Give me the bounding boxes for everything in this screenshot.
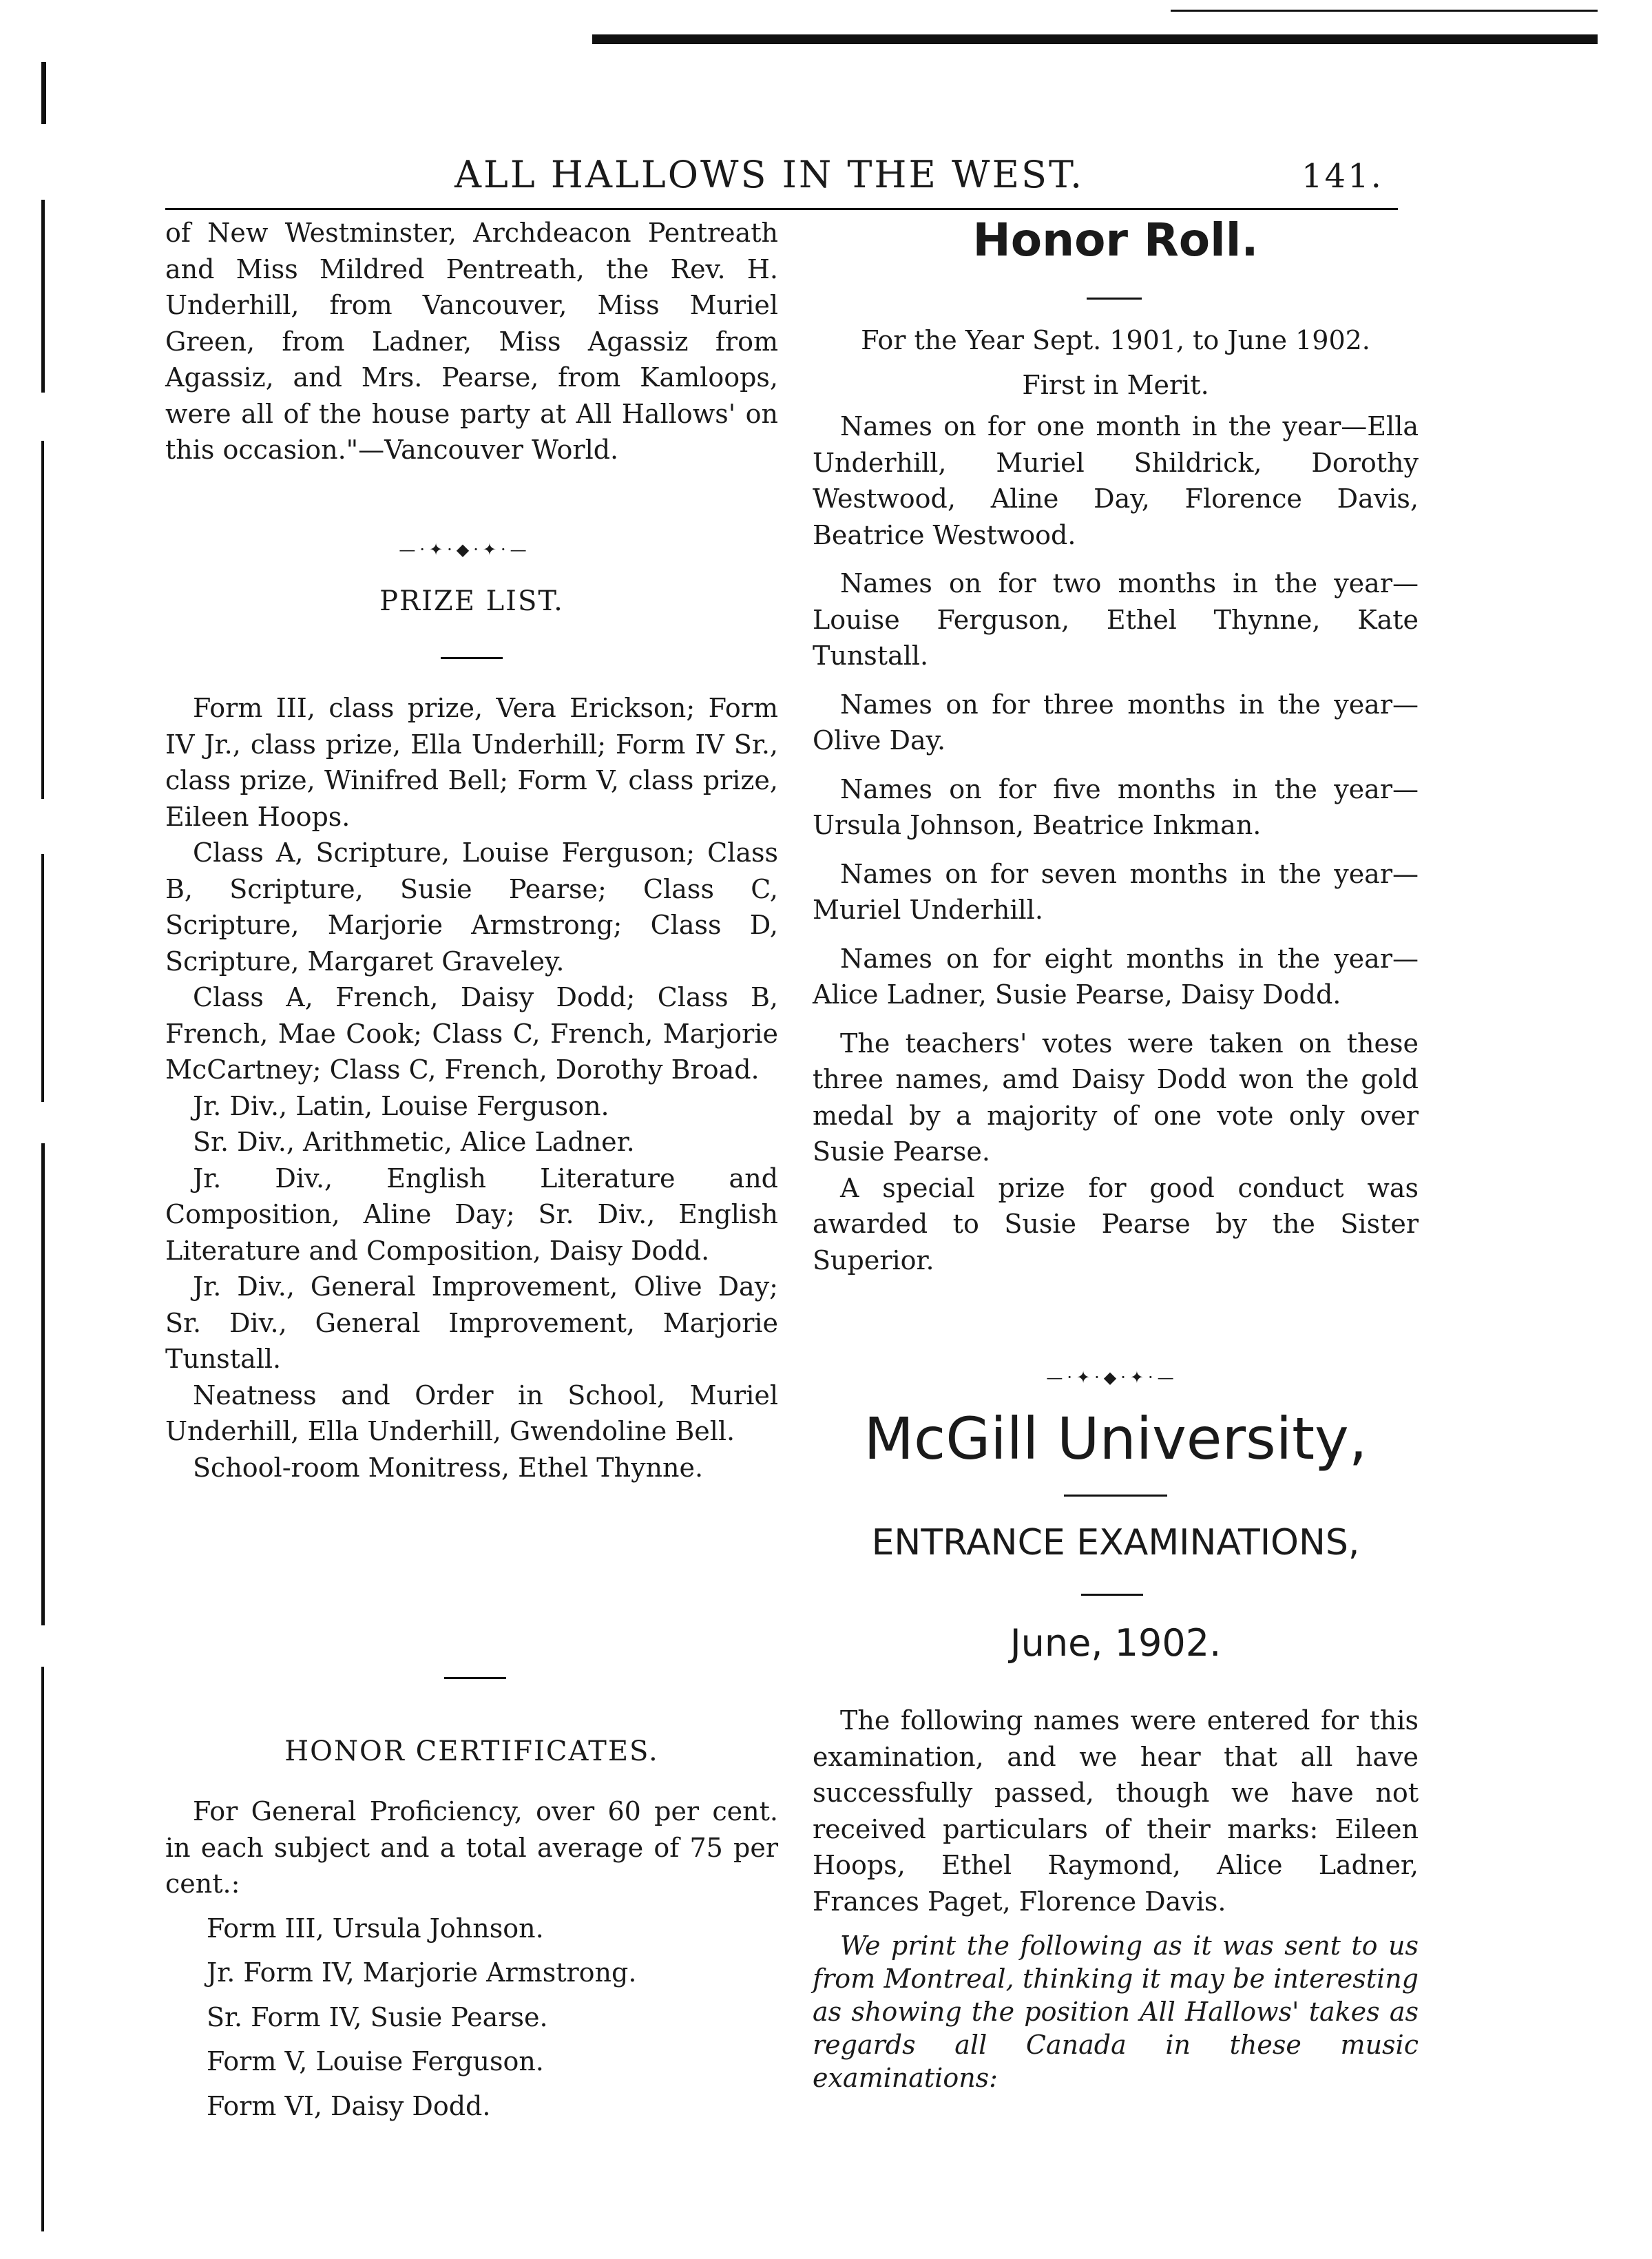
entrance-examinations-heading: ENTRANCE EXAMINATIONS, (871, 1522, 1360, 1563)
honor-roll-paragraph: Names on for seven months in the year—Muriel Underhill. (813, 858, 1419, 925)
page-edge-mark (41, 62, 46, 124)
prize-paragraph: Jr. Div., Latin, Louise Ferguson. (193, 1090, 609, 1121)
honor-certificates-body (165, 1793, 778, 2124)
prize-paragraph: Jr. Div., English Literature and Composition, Aline Day; Sr. Div., English Literature and Composition, Daisy Dodd. (165, 1163, 778, 1266)
short-rule (1081, 1594, 1143, 1596)
header-rule (165, 208, 1398, 210)
prize-list-heading: PRIZE LIST. (379, 585, 564, 617)
honor-certificates-heading: HONOR CERTIFICATES. (284, 1736, 659, 1767)
right-column (813, 322, 1419, 1278)
honor-roll-paragraph: Names on for three months in the year—Olive Day. (813, 689, 1419, 756)
short-rule (444, 1677, 506, 1679)
mcgill-body (813, 1703, 1419, 2094)
page-edge-mark (41, 1667, 44, 2231)
continued-paragraph: of New Westminster, Archdeacon Pentreath and Miss Mildred Pentreath, the Rev. H. Underhill, from Vancouver, Miss Muriel Green, from Ladner, Miss Agassiz from Agassiz, and Mrs. Pearse, from Kamloops, were all of the house party at All Hallows' on this occasion."—Vancouver World. (165, 218, 778, 465)
prize-paragraph: Neatness and Order in School, Muriel Underhill, Ella Underhill, Gwendoline Bell. (165, 1380, 778, 1446)
page-edge-mark (41, 200, 45, 393)
short-rule (1064, 1495, 1167, 1497)
honor-roll-paragraph: The teachers' votes were taken on these three names, amd Daisy Dodd won the gold medal by a majority of one vote only over Susie Pearse. (813, 1028, 1419, 1167)
certificate-entry: Form III, Ursula Johnson. (207, 1913, 544, 1944)
music-exam-note: We print the following as it was sent to us from Montreal, thinking it may be interesting as showing the position All Hallows' takes as regards all Canada in these music examinations: (813, 1930, 1419, 2093)
mcgill-paragraph: The following names were entered for this examination, and we hear that all have successfully passed, though we have not received particulars of their marks: Eileen Hoops, Ethel Raymond, Alice Ladner, Frances Paget, Florence Davis. (813, 1705, 1419, 1917)
honor-roll-paragraph: Names on for one month in the year—Ella Underhill, Muriel Shildrick, Dorothy Westwood, Aline Day, Florence Davis, Beatrice Westwood. (813, 411, 1419, 550)
mcgill-title: McGill University, (864, 1405, 1368, 1472)
certificate-entry: Jr. Form IV, Marjorie Armstrong. (207, 1957, 637, 1988)
honor-roll-paragraph: Names on for two months in the year—Louise Ferguson, Ethel Thynne, Kate Tunstall. (813, 568, 1419, 671)
honor-roll-paragraph: A special prize for good conduct was awarded to Susie Pearse by the Sister Superior. (813, 1172, 1419, 1276)
first-in-merit: First in Merit. (1022, 369, 1209, 400)
page-edge-mark (41, 854, 44, 1102)
prize-paragraph: Class A, Scripture, Louise Ferguson; Class B, Scripture, Susie Pearse; Class C, Scripture, Marjorie Armstrong; Class D, Scripture, Margaret Graveley. (165, 837, 778, 977)
page-edge-mark (41, 1143, 45, 1625)
honor-roll-heading: Honor Roll. (972, 214, 1259, 267)
certificate-entry: Form V, Louise Ferguson. (207, 2046, 544, 2076)
short-rule (1087, 298, 1142, 300)
short-rule (441, 657, 503, 659)
prize-list-body (165, 690, 778, 1486)
page-edge-mark (41, 441, 44, 799)
left-column (165, 215, 778, 468)
certificate-entry: Sr. Form IV, Susie Pearse. (207, 2001, 548, 2032)
prize-paragraph: School-room Monitress, Ethel Thynne. (193, 1452, 704, 1483)
ornament-divider: —·✦·◆·✦·— (399, 540, 531, 559)
prize-paragraph: Class A, French, Daisy Dodd; Class B, French, Mae Cook; Class C, French, Marjorie McCartney; Class C, French, Dorothy Broad. (165, 982, 778, 1085)
honor-roll-paragraph: Names on for five months in the year—Ursula Johnson, Beatrice Inkman. (813, 773, 1419, 840)
prize-paragraph: Sr. Div., Arithmetic, Alice Ladner. (193, 1127, 635, 1157)
top-rule-thick (592, 34, 1598, 44)
honor-roll-paragraph: Names on for eight months in the year—Alice Ladner, Susie Pearse, Daisy Dodd. (813, 943, 1419, 1010)
top-rule-thin (1171, 10, 1598, 12)
running-title: ALL HALLOWS IN THE WEST. (454, 153, 1085, 196)
page-number: 141. (1301, 157, 1383, 196)
certificate-entry: Form VI, Daisy Dodd. (207, 2090, 491, 2121)
certificates-intro: For General Proficiency, over 60 per cent. in each subject and a total average of 75 per cent.: (165, 1796, 778, 1899)
exam-date: June, 1902. (1010, 1621, 1222, 1665)
honor-roll-year: For the Year Sept. 1901, to June 1902. (861, 325, 1370, 355)
prize-paragraph: Jr. Div., General Improvement, Olive Day; Sr. Div., General Improvement, Marjorie Tunstall. (165, 1271, 778, 1374)
prize-paragraph: Form III, class prize, Vera Erickson; Form IV Jr., class prize, Ella Underhill; Form IV Sr., class prize, Winifred Bell; Form V, class prize, Eileen Hoops. (165, 693, 778, 832)
ornament-divider: —·✦·◆·✦·— (1046, 1368, 1178, 1387)
